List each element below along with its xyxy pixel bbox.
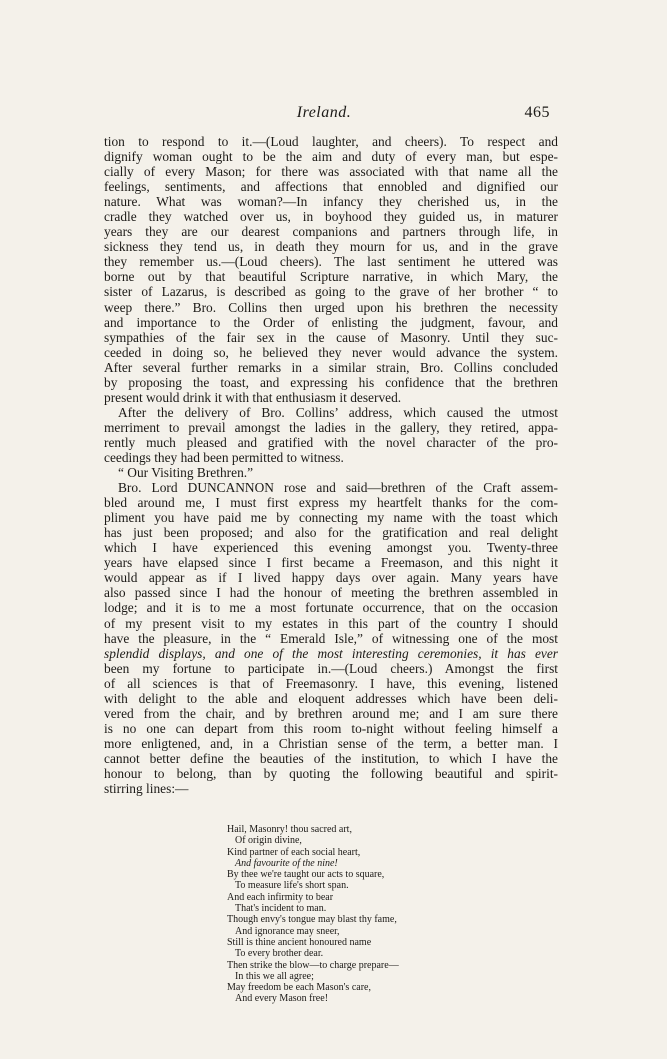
body-line: Bro. Lord DUNCANNON rose and said—brethren of the Craft assem-: [118, 480, 558, 496]
body-line: of all sciences is that of Freemasonry. I have, this evening, listened: [104, 675, 558, 691]
body-line: honour to belong, than by quoting the following beautiful and spirit-: [104, 765, 558, 781]
poem: [227, 824, 467, 1005]
poem-line: Though envy's tongue may blast thy fame,: [227, 914, 397, 926]
body-line: of my present visit to my estates in this part of the country I should: [104, 615, 558, 631]
poem-line: Then strike the blow—to charge prepare—: [227, 959, 399, 971]
body-line: bled around me, I must first express my heartfelt thanks for the com-: [104, 495, 558, 511]
body-line: stirring lines:—: [104, 781, 189, 797]
poem-line: May freedom be each Mason's care,: [227, 982, 371, 994]
body-line: by proposing the toast, and expressing his confidence that the brethren: [104, 374, 558, 390]
body-line: also passed since I had the honour of meeting the brethren assembled in: [104, 585, 558, 601]
body-line: weep there.” Bro. Collins then urged upon his brethren the necessity: [104, 299, 558, 315]
poem-line: Hail, Masonry! thou sacred art,: [227, 824, 352, 835]
body-line: dignify woman ought to be the aim and duty of every man, but espe-: [104, 149, 558, 165]
body-line: feelings, sentiments, and affections that ennobled and dignified our: [104, 179, 558, 195]
body-line: more enligtened, and, in a Christian sense of the term, a better man. I: [104, 735, 558, 751]
body-line: vered from the chair, and by brethren around me; and I am sure there: [104, 705, 558, 721]
body-line: ceeded in doing so, he believed they never would advance the system.: [104, 344, 558, 360]
body-line: cradle they watched over us, in boyhood they guided us, in maturer: [104, 209, 558, 225]
poem-line: Kind partner of each social heart,: [227, 846, 361, 858]
body-text: [104, 134, 558, 796]
page-number: 465: [524, 104, 550, 121]
body-line: which I have experienced this evening amongst you. Twenty-three: [104, 540, 558, 556]
poem-line: By thee we're taught our acts to square,: [227, 869, 385, 881]
running-head-title: Ireland.: [296, 104, 352, 121]
body-line: and importance to the Order of enlisting the judgment, favour, and: [104, 314, 558, 330]
body-line: years have elapsed since I first became a Freemason, and this night it: [104, 555, 558, 571]
body-line: After the delivery of Bro. Collins’ address, which caused the utmost: [118, 404, 558, 420]
poem-line: That's incident to man.: [235, 903, 327, 915]
poem-line: To measure life's short span.: [235, 880, 349, 892]
body-line: they remember us.—(Loud cheers). The last sentiment he uttered was: [104, 254, 558, 270]
body-line: splendid displays, and one of the most interesting ceremonies, it has ever: [104, 645, 558, 661]
body-line: is no one can depart from this room to-night without feeling himself a: [104, 720, 558, 736]
body-line: merriment to prevail amongst the ladies in the gallery, they retired, appa-: [104, 419, 558, 435]
poem-line: And favourite of the nine!: [235, 857, 338, 869]
body-line: sympathies of the fair sex in the cause of Masonry. Until they suc-: [104, 329, 558, 345]
body-line: tion to respond to it.—(Loud laughter, and cheers). To respect and: [104, 134, 558, 149]
poem-line: In this we all agree;: [235, 970, 314, 982]
body-line: sister of Lazarus, is described as going to the grave of her brother “ to: [104, 284, 558, 300]
body-line: present would drink it with that enthusiasm it deserved.: [104, 389, 402, 405]
poem-line: And ignorance may sneer,: [235, 925, 340, 937]
toast-heading: “ Our Visiting Brethren.”: [118, 465, 254, 481]
poem-line: Of origin divine,: [235, 835, 302, 847]
body-line: borne out by that beautiful Scripture narrative, in which Mary, the: [104, 269, 558, 285]
body-line: rently much pleased and gratified with the novel character of the pro-: [104, 434, 558, 450]
poem-line: And each infirmity to bear: [227, 891, 334, 903]
body-line: cannot better define the beauties of the institution, to which I have the: [104, 750, 558, 766]
body-line: with delight to the able and eloquent addresses which have been deli-: [104, 690, 558, 706]
body-line: nature. What was woman?—In infancy they cherished us, in the: [104, 194, 558, 210]
poem-line: To every brother dear.: [235, 948, 324, 960]
running-head: [108, 104, 550, 124]
body-line: After several further remarks in a similar strain, Bro. Collins concluded: [104, 359, 558, 375]
body-line: has just been proposed; and also for the gratification and real delight: [104, 525, 558, 541]
body-line: have the pleasure, in the “ Emerald Isle,” of witnessing one of the most: [104, 630, 558, 646]
body-line: lodge; and it is to me a most fortunate occurrence, that on the occasion: [104, 600, 558, 616]
body-line: been my fortune to participate in.—(Loud cheers.) Amongst the first: [104, 660, 558, 676]
body-line: would appear as if I lived happy days over again. Many years have: [104, 570, 558, 586]
body-line: pliment you have paid me by connecting my name with the toast which: [104, 510, 558, 526]
body-line: cially of every Mason; for there was associated with that name all the: [104, 164, 558, 180]
body-line: sickness they tend us, in death they mourn for us, and in the grave: [104, 239, 558, 255]
body-line: years they are our dearest companions and partners through life, in: [104, 224, 558, 240]
body-line: ceedings they had been permitted to witness.: [104, 449, 344, 465]
poem-line: Still is thine ancient honoured name: [227, 936, 372, 948]
poem-line: And every Mason free!: [235, 993, 329, 1005]
